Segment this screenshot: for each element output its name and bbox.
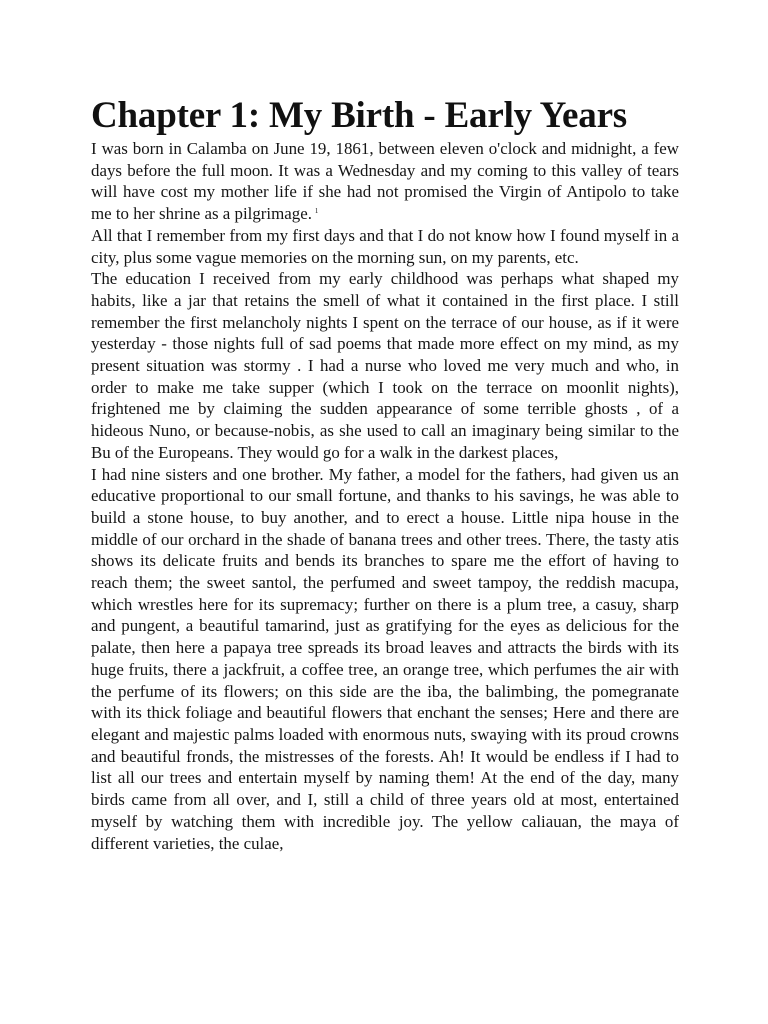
- footnote-marker[interactable]: 1: [314, 207, 319, 216]
- paragraph-education: [91, 268, 679, 463]
- paragraph-text: I was born in Calamba on June 19, 1861, between eleven o'clock and midnight, a few days before the full moon. It was a Wednesday and my coming to this valley of tears will have cost my mother life if she had not promised the Virgin of Antipolo to take me to her shrine as a pilgrimage.: [91, 139, 679, 224]
- paragraph-text: All that I remember from my first days and that I do not know how I found myself in a city, plus some vague memories on the morning sun, on my parents, etc.: [91, 225, 679, 267]
- chapter-title: Chapter 1: My Birth - Early Years: [91, 95, 627, 136]
- paragraph-birth: [91, 138, 679, 225]
- paragraph-first-days: [91, 225, 679, 268]
- paragraph-family-orchard: [91, 464, 679, 855]
- paragraph-text: I had nine sisters and one brother. My father, a model for the fathers, had given us an educative proportional to our small fortune, and thanks to his savings, he was able to build a stone house, to buy another, and to erect a house. Little nipa house in the middle of our orchard in the shade of banana trees and other trees. There, the tasty atis shows its delicate fruits and bends its branches to spare me the effort of having to reach them; the sweet santol, the perfumed and sweet tampoy, the reddish macupa, which wrestles here for its supremacy; further on there is a plum tree, a casuy, sharp and pungent, a beautiful tamarind, just as gratifying for the eyes as delicious for the palate, then here a papaya tree spreads its broad leaves and attracts the birds with its huge fruits, there a jackfruit, a coffee tree, an orange tree, which perfumes the air with the perfume of its flowers; on this side are the iba, the balimbing, the pomegranate with its thick foliage and beautiful flowers that enchant the senses; Here and there are elegant and majestic palms loaded with enormous nuts, swaying with its proud crowns and beautiful fronds, the mistresses of the forests. Ah! It would be endless if I had to list all our trees and entertain myself by naming them! At the end of the day, many birds came from all over, and I, still a child of three years old at most, entertained myself by watching them with incredible joy. The yellow caliauan, the maya of different varieties, the culae,: [91, 464, 679, 853]
- paragraph-text: The education I received from my early childhood was perhaps what shaped my habits, like a jar that retains the smell of what it contained in the first place. I still remember the first melancholy nights I spent on the terrace of our house, as if it were yesterday - those nights full of sad poems that made more effect on my mind, as my present situation was stormy . I had a nurse who loved me very much and who, in order to make me take supper (which I took on the terrace on moonlit nights), frightened me by claiming the sudden appearance of some terrible ghosts , of a hideous Nuno, or because-nobis, as she used to call an imaginary being similar to the Bu of the Europeans. They would go for a walk in the darkest places,: [91, 269, 679, 462]
- document-page: [91, 0, 679, 854]
